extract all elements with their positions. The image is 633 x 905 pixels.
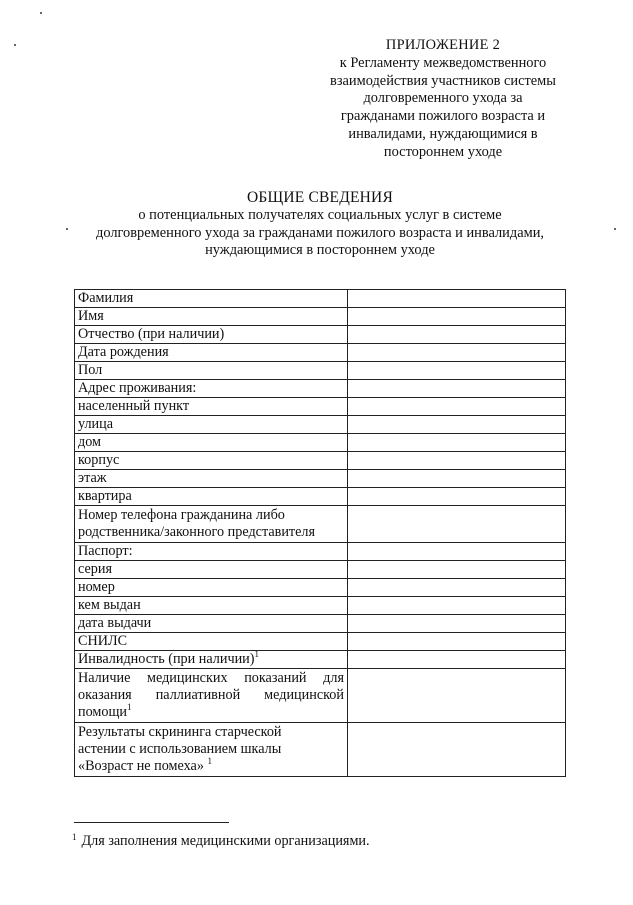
row-label: серия xyxy=(75,561,348,579)
table-row xyxy=(75,597,566,615)
row-label-line xyxy=(78,704,344,721)
row-label xyxy=(75,723,348,777)
appendix-header xyxy=(318,37,568,162)
row-label-text: «Возраст не помеха» xyxy=(78,758,204,774)
row-label: Отчество (при наличии) xyxy=(75,326,348,344)
row-value-field[interactable] xyxy=(348,506,566,543)
row-value-field[interactable] xyxy=(348,561,566,579)
table-row xyxy=(75,669,566,723)
table-row xyxy=(75,633,566,651)
row-label-line: астении с использованием шкалы xyxy=(78,741,282,757)
row-value-field[interactable] xyxy=(348,326,566,344)
scan-speck xyxy=(40,12,42,14)
row-label-line xyxy=(78,758,344,775)
row-label-line: Наличие медицинских показаний для xyxy=(78,670,344,686)
table-row xyxy=(75,308,566,326)
row-label: дом xyxy=(75,434,348,452)
footnote-ref: 1 xyxy=(127,702,132,712)
row-label-line: Номер телефона гражданина либо xyxy=(78,507,285,523)
row-label-line: Результаты скрининга старческой xyxy=(78,724,282,740)
footnote-marker: 1 xyxy=(72,832,77,842)
row-label xyxy=(75,669,348,723)
document-title: ОБЩИЕ СВЕДЕНИЯ xyxy=(247,189,393,206)
table-row xyxy=(75,651,566,669)
appendix-line: к Регламенту межведомственного xyxy=(339,54,547,71)
appendix-line: инвалидами, нуждающимися в xyxy=(348,125,538,142)
row-label xyxy=(75,651,348,669)
row-label: Пол xyxy=(75,362,348,380)
scan-speck xyxy=(66,228,68,230)
row-value-field[interactable] xyxy=(348,434,566,452)
row-label: СНИЛС xyxy=(75,633,348,651)
footnote-ref: 1 xyxy=(207,756,212,766)
row-value-field[interactable] xyxy=(348,488,566,506)
row-value-field[interactable] xyxy=(348,543,566,561)
footnote-ref: 1 xyxy=(254,650,259,659)
document-heading xyxy=(70,188,570,260)
row-label: улица xyxy=(75,416,348,434)
row-value-field[interactable] xyxy=(348,651,566,669)
row-label: Фамилия xyxy=(75,290,348,308)
row-label xyxy=(75,506,348,543)
row-value-field[interactable] xyxy=(348,579,566,597)
row-label: этаж xyxy=(75,470,348,488)
row-value-field[interactable] xyxy=(348,416,566,434)
row-value-field[interactable] xyxy=(348,452,566,470)
table-row xyxy=(75,470,566,488)
row-value-field[interactable] xyxy=(348,597,566,615)
footnote xyxy=(72,832,552,850)
table-row xyxy=(75,362,566,380)
appendix-line: постороннем уходе xyxy=(383,143,503,160)
document-subtitle-line: нуждающимися в постороннем уходе xyxy=(205,242,435,258)
appendix-title: ПРИЛОЖЕНИЕ 2 xyxy=(385,37,501,53)
table-row xyxy=(75,543,566,561)
row-value-field[interactable] xyxy=(348,398,566,416)
table-row xyxy=(75,579,566,597)
scan-speck xyxy=(614,228,616,230)
appendix-line: долговременного ухода за xyxy=(363,90,523,107)
row-label-text: Инвалидность (при наличии) xyxy=(78,651,255,667)
row-value-field[interactable] xyxy=(348,615,566,633)
row-value-field[interactable] xyxy=(348,633,566,651)
row-label-line: родственника/законного представителя xyxy=(78,524,316,540)
row-label-text: помощи xyxy=(78,704,128,720)
table-row xyxy=(75,506,566,543)
row-value-field[interactable] xyxy=(348,669,566,723)
table-row xyxy=(75,723,566,777)
footnote-text: Для заполнения медицинскими организациями. xyxy=(81,833,370,849)
row-label: дата выдачи xyxy=(75,615,348,633)
table-row xyxy=(75,416,566,434)
table-row xyxy=(75,488,566,506)
row-label: кем выдан xyxy=(75,597,348,615)
table-row xyxy=(75,326,566,344)
row-label: квартира xyxy=(75,488,348,506)
row-label-line: оказания паллиативной медицинской xyxy=(78,687,344,703)
row-value-field[interactable] xyxy=(348,290,566,308)
row-value-field[interactable] xyxy=(348,308,566,326)
row-label: номер xyxy=(75,579,348,597)
row-label: Паспорт: xyxy=(75,543,348,561)
table-row xyxy=(75,290,566,308)
row-label: Адрес проживания: xyxy=(75,380,348,398)
scan-speck xyxy=(14,44,16,46)
row-label: Дата рождения xyxy=(75,344,348,362)
row-value-field[interactable] xyxy=(348,470,566,488)
appendix-line: гражданами пожилого возраста и xyxy=(340,108,546,125)
table-row xyxy=(75,561,566,579)
row-label: населенный пункт xyxy=(75,398,348,416)
row-value-field[interactable] xyxy=(348,344,566,362)
row-label: корпус xyxy=(75,452,348,470)
document-subtitle-line: о потенциальных получателях социальных услуг в системе xyxy=(138,207,502,223)
table-row xyxy=(75,344,566,362)
appendix-line: взаимодействия участников системы xyxy=(330,72,556,89)
table-row xyxy=(75,615,566,633)
row-value-field[interactable] xyxy=(348,362,566,380)
footnote-divider xyxy=(74,822,229,823)
document-subtitle-line: долговременного ухода за гражданами пожилого возраста и инвалидами, xyxy=(96,224,544,241)
table-row xyxy=(75,434,566,452)
row-label: Имя xyxy=(75,308,348,326)
table-row xyxy=(75,452,566,470)
row-value-field[interactable] xyxy=(348,723,566,777)
table-row xyxy=(75,398,566,416)
table-row xyxy=(75,380,566,398)
row-value-field[interactable] xyxy=(348,380,566,398)
general-info-table xyxy=(74,289,566,777)
